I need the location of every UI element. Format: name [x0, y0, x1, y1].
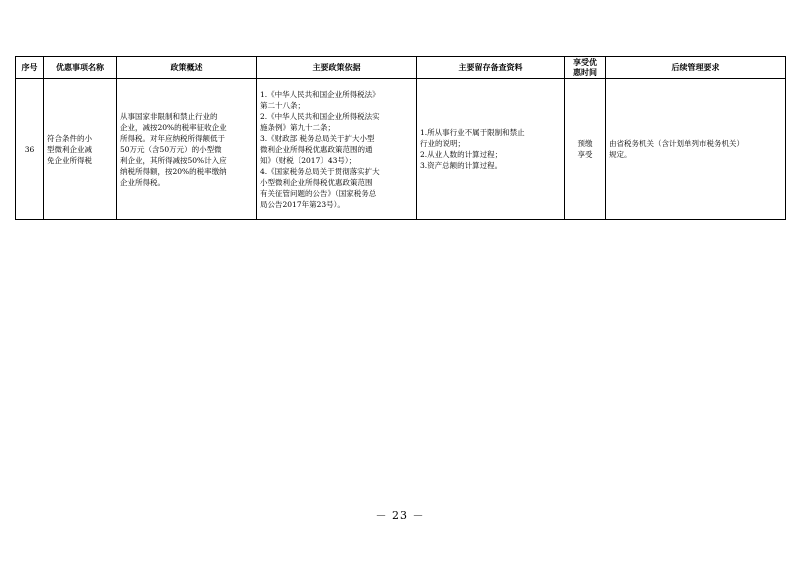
cell-management: [606, 79, 786, 220]
cell-overview: [117, 79, 257, 220]
table-header-row: [16, 57, 786, 79]
basis-line: 小型微利企业所得税优惠政策范围: [260, 177, 373, 187]
materials-line: 1.所从事行业不属于限制和禁止: [420, 128, 525, 137]
materials-line: 行业的说明；: [420, 139, 465, 148]
basis-line: 微利企业所得税优惠政策范围的通: [260, 144, 373, 154]
overview-line: 从事国家非限制和禁止行业的: [120, 111, 218, 121]
cell-period: [565, 79, 606, 220]
header-item-name: 优惠事项名称: [44, 57, 117, 79]
header-period-line: 享受优: [573, 57, 597, 67]
basis-line: 第二十八条；: [260, 100, 305, 110]
basis-line: 3.《财政部 税务总局关于扩大小型: [260, 133, 375, 143]
basis-line: 4.《国家税务总局关于贯彻落实扩大: [260, 166, 380, 176]
header-overview: 政策概述: [117, 57, 257, 79]
basis-line: 知》（财税〔2017〕43号）；: [260, 155, 357, 165]
header-period: [565, 57, 606, 79]
item-name-line: 符合条件的小: [47, 133, 92, 143]
item-name-line: 免企业所得税: [47, 155, 92, 165]
cell-basis: [257, 79, 417, 220]
header-basis: 主要政策依据: [257, 57, 417, 79]
basis-line: 局公告2017年第23号）。: [260, 199, 345, 209]
table-row: [16, 79, 786, 220]
basis-line: 施条例》第九十二条；: [260, 122, 335, 132]
materials-line: 3.资产总额的计算过程。: [420, 161, 503, 170]
materials-line: 2.从业人数的计算过程；: [420, 150, 503, 159]
period-line: 享受: [577, 150, 593, 159]
period-line: 预缴: [577, 139, 593, 148]
header-management: 后续管理要求: [606, 57, 786, 79]
overview-line: 利企业，其所得减按50%计入应: [120, 155, 227, 165]
overview-line: 企业，减按20%的税率征收企业: [120, 122, 227, 132]
overview-line: 所得税。对年应纳税所得额低于: [120, 133, 225, 143]
header-materials: 主要留存备查资料: [417, 57, 565, 79]
overview-line: 50万元（含50万元）的小型微: [120, 144, 222, 154]
overview-line: 纳税所得额，按20%的税率缴纳: [120, 166, 227, 176]
cell-item-name: [44, 79, 117, 220]
overview-line: 企业所得税。: [120, 177, 165, 187]
header-index: 序号: [16, 57, 44, 79]
basis-line: 2.《中华人民共和国企业所得税法实: [260, 111, 380, 121]
cell-materials: [417, 79, 565, 220]
item-name-line: 型微利企业减: [47, 144, 92, 154]
policy-table: [15, 56, 786, 220]
header-period-line: 惠时间: [573, 67, 597, 77]
page-number: － 23 －: [375, 509, 425, 522]
basis-line: 有关征管问题的公告》（国家税务总: [260, 188, 377, 198]
management-line: 规定。: [609, 150, 632, 159]
management-line: 由省税务机关（含计划单列市税务机关）: [609, 139, 744, 148]
basis-line: 1.《中华人民共和国企业所得税法》: [260, 89, 380, 99]
cell-index: 36: [16, 79, 44, 220]
